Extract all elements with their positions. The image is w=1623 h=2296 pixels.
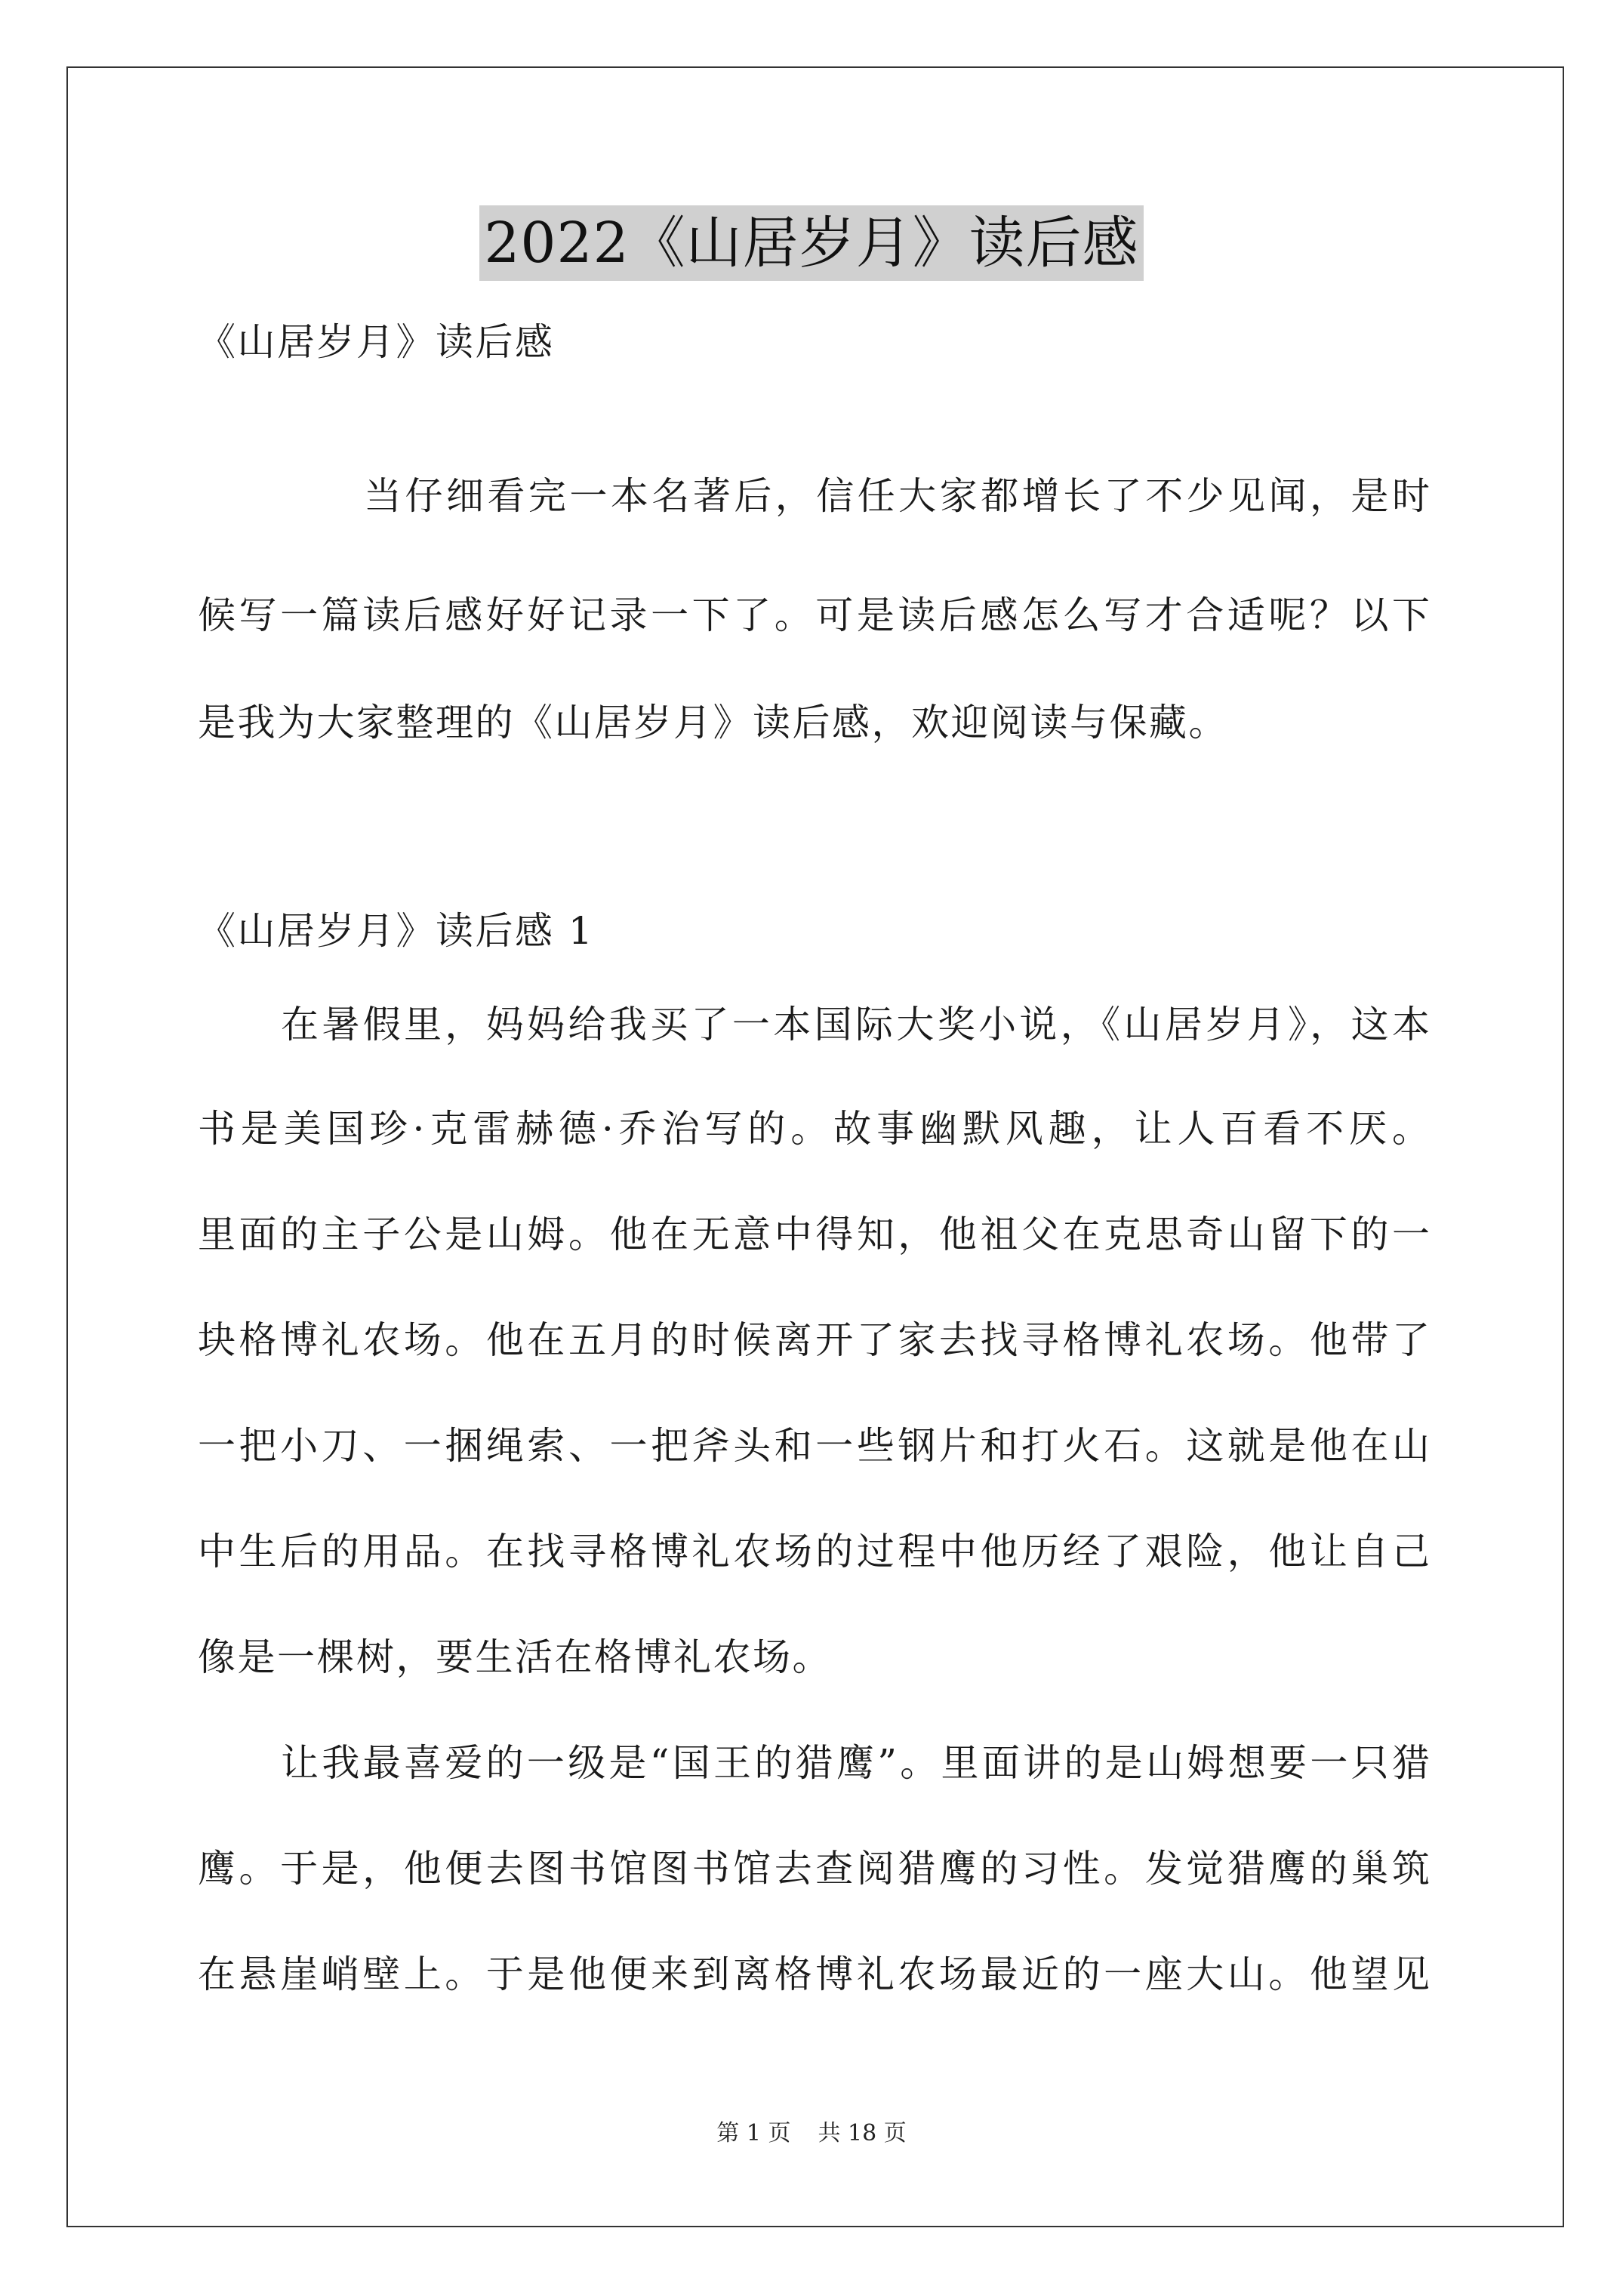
- document-title: 2022《山居岁月》读后感: [479, 205, 1143, 281]
- paragraph-line: 在暑假里，妈妈给我买了一本国际大奖小说，《山居岁月》，这本: [281, 1003, 1430, 1046]
- paragraph-line: 一把小刀、一捆绳索、一把斧头和一些钢片和打火石。这就是他在山: [198, 1424, 1430, 1468]
- section-heading: 《山居岁月》读后感 1: [198, 909, 595, 953]
- paragraph-line: 块格博礼农场。他在五月的时候离开了家去找寻格博礼农场。他带了: [198, 1318, 1430, 1362]
- paragraph-line: 书是美国珍·克雷赫德·乔治写的。故事幽默风趣，让人百看不厌。: [198, 1107, 1430, 1151]
- document-subtitle: 《山居岁月》读后感: [198, 320, 555, 364]
- page-total: 共 18 页: [818, 2120, 907, 2147]
- intro-line: 当仔细看完一本名著后，信任大家都增长了不少见闻，是时: [364, 474, 1430, 518]
- intro-line: 候写一篇读后感好好记录一下了。可是读后感怎么写才合适呢？以下: [198, 593, 1430, 637]
- paragraph-line: 中生后的用品。在找寻格博礼农场的过程中他历经了艰险，他让自己: [198, 1530, 1430, 1573]
- paragraph-line: 鹰。于是，他便去图书馆图书馆去查阅猎鹰的习性。发觉猎鹰的巢筑: [198, 1847, 1430, 1891]
- page-footer: [0, 2114, 1623, 2147]
- title-container: [0, 205, 1623, 281]
- paragraph-line: 里面的主子公是山姆。他在无意中得知，他祖父在克思奇山留下的一: [198, 1213, 1430, 1256]
- intro-line: 是我为大家整理的《山居岁月》读后感，欢迎阅读与保藏。: [198, 701, 1228, 744]
- page-number: 第 1 页: [716, 2120, 791, 2147]
- paragraph-line: 在悬崖峭壁上。于是他便来到离格博礼农场最近的一座大山。他望见: [198, 1952, 1430, 1996]
- paragraph-line: 像是一棵树，要生活在格博礼农场。: [198, 1635, 832, 1679]
- paragraph-line: 让我最喜爱的一级是“国王的猎鹰”。里面讲的是山姆想要一只猎: [281, 1741, 1430, 1785]
